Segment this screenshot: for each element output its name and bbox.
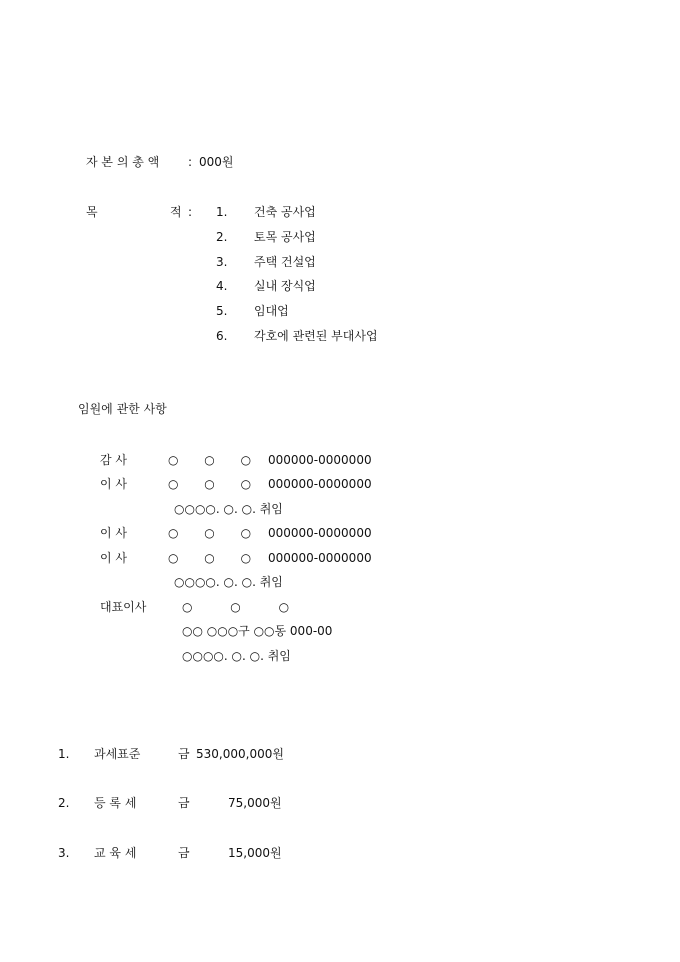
purpose-item-num: 5. — [216, 304, 228, 318]
officer-id: 000000-0000000 — [268, 551, 372, 565]
purpose-label-left: 목 — [86, 205, 98, 219]
officers-heading: 임원에 관한 사항 — [78, 402, 167, 416]
officer-name: ○ ○ ○ — [168, 551, 252, 565]
officer-name: ○ ○ ○ — [182, 600, 290, 614]
purpose-item-num: 4. — [216, 279, 228, 293]
officer-title: 이 사 — [100, 477, 127, 491]
officer-name: ○ ○ ○ — [168, 526, 252, 540]
purpose-item-num: 6. — [216, 329, 228, 343]
tax-num: 3. — [58, 846, 70, 860]
officer-title: 감 사 — [100, 453, 127, 467]
officer-appointed: ○○○○. ○. ○. 취임 — [174, 575, 283, 589]
officer-id: 000000-0000000 — [268, 526, 372, 540]
tax-unit: 금 — [178, 796, 190, 810]
purpose-item-num: 1. — [216, 205, 228, 219]
purpose-item-text: 주택 건설업 — [254, 255, 316, 269]
purpose-label-right: 적 — [170, 205, 182, 219]
purpose-item-text: 실내 장식업 — [254, 279, 316, 293]
tax-num: 1. — [58, 747, 70, 761]
purpose-item-text: 건축 공사업 — [254, 205, 316, 219]
capital-label: 자 본 의 총 액 — [86, 155, 160, 169]
officer-appointed: ○○○○. ○. ○. 취임 — [182, 649, 291, 663]
tax-unit: 금 — [178, 846, 190, 860]
tax-num: 2. — [58, 796, 70, 810]
purpose-item-num: 3. — [216, 255, 228, 269]
capital-value: 000원 — [199, 155, 234, 169]
officer-title: 이 사 — [100, 551, 127, 565]
officer-appointed: ○○○○. ○. ○. 취임 — [174, 502, 283, 516]
tax-label: 등 록 세 — [94, 796, 137, 810]
officer-name: ○ ○ ○ — [168, 477, 252, 491]
purpose-item-text: 각호에 관련된 부대사업 — [254, 329, 378, 343]
tax-label: 교 육 세 — [94, 846, 137, 860]
officer-id: 000000-0000000 — [268, 453, 372, 467]
officer-title: 대표이사 — [100, 600, 147, 614]
purpose-item-num: 2. — [216, 230, 228, 244]
tax-amount: 15,000원 — [228, 846, 282, 860]
capital-separator: : — [188, 155, 193, 169]
officer-address: ○○ ○○○구 ○○동 000-00 — [182, 624, 333, 638]
tax-unit: 금 — [178, 747, 190, 761]
purpose-item-text: 토목 공사업 — [254, 230, 316, 244]
officer-name: ○ ○ ○ — [168, 453, 252, 467]
purpose-item-text: 임대업 — [254, 304, 289, 318]
tax-amount: 530,000,000원 — [196, 747, 284, 761]
tax-amount: 75,000원 — [228, 796, 282, 810]
officer-id: 000000-0000000 — [268, 477, 372, 491]
purpose-separator: : — [188, 205, 193, 219]
officer-title: 이 사 — [100, 526, 127, 540]
tax-label: 과세표준 — [94, 747, 141, 761]
